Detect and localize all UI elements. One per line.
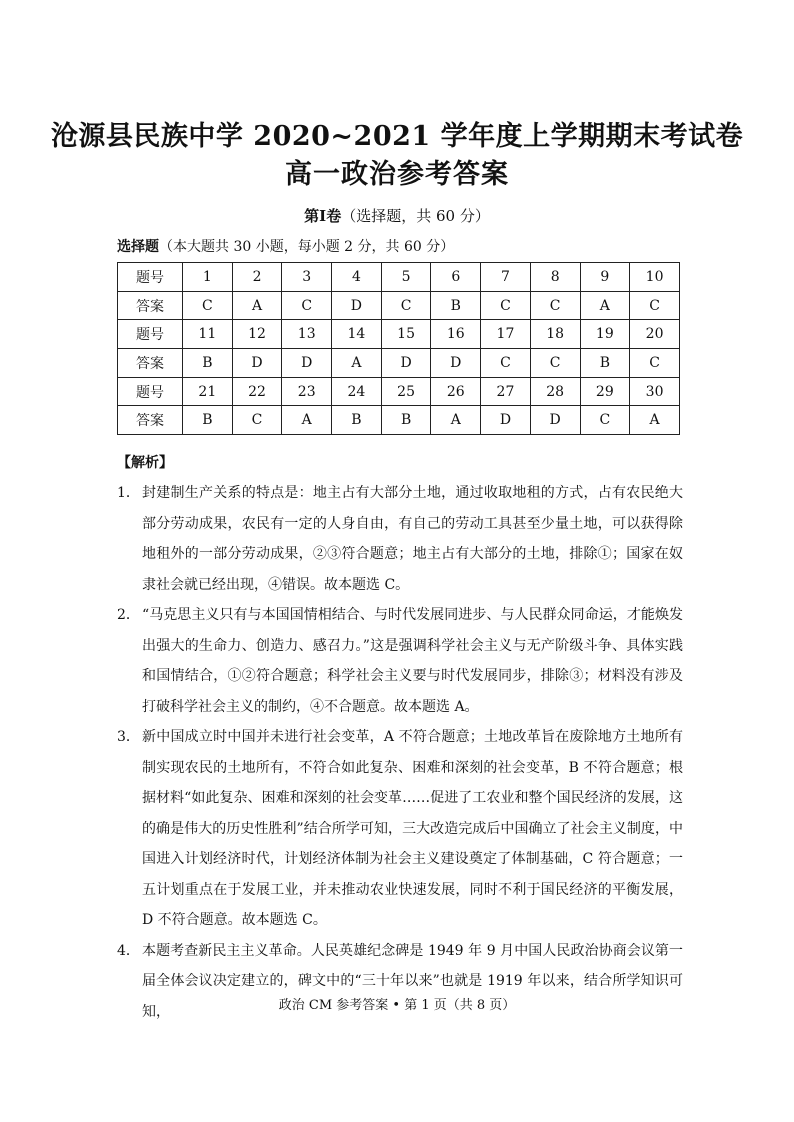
table-cell: B [183, 406, 233, 435]
table-cell: C [481, 291, 531, 320]
table-cell: C [580, 406, 630, 435]
section-detail: （选择题，共 60 分） [341, 207, 490, 225]
row-header-cell: 题号 [118, 320, 183, 349]
table-cell: B [431, 291, 481, 320]
row-header-cell: 答案 [118, 406, 183, 435]
table-cell: C [282, 291, 332, 320]
table-cell: D [232, 349, 282, 378]
table-cell: 19 [580, 320, 630, 349]
table-row [118, 349, 680, 378]
table-cell: 29 [580, 377, 630, 406]
table-cell: C [630, 291, 680, 320]
table-cell: D [431, 349, 481, 378]
row-header-cell: 题号 [118, 263, 183, 292]
analysis-heading: 【解析】 [117, 455, 173, 471]
item-number: 2． [117, 607, 140, 623]
document-title: 沧源县民族中学 2020~2021 学年度上学期期末考试卷 [50, 121, 744, 152]
table-cell: 13 [282, 320, 332, 349]
table-cell: 15 [381, 320, 431, 349]
analysis-item-1 [117, 478, 683, 600]
row-header-cell: 答案 [118, 291, 183, 320]
table-cell: 21 [183, 377, 233, 406]
table-cell: C [481, 349, 531, 378]
table-cell: 2 [232, 263, 282, 292]
table-cell: B [580, 349, 630, 378]
table-cell: 18 [530, 320, 580, 349]
table-cell: 8 [530, 263, 580, 292]
item-number: 3． [117, 729, 140, 745]
table-cell: C [232, 406, 282, 435]
table-cell: 6 [431, 263, 481, 292]
table-cell: D [282, 349, 332, 378]
table-cell: 4 [332, 263, 382, 292]
table-cell: 7 [481, 263, 531, 292]
analysis-list [117, 478, 683, 1027]
table-cell: C [381, 291, 431, 320]
table-cell: D [481, 406, 531, 435]
item-number: 1． [117, 485, 140, 501]
table-cell: 28 [530, 377, 580, 406]
page-footer: 政治 CM 参考答案 • 第 1 页（共 8 页） [278, 998, 516, 1013]
table-cell: C [183, 291, 233, 320]
table-cell: 5 [381, 263, 431, 292]
table-cell: A [332, 349, 382, 378]
table-cell: B [183, 349, 233, 378]
table-cell: A [630, 406, 680, 435]
table-cell: 16 [431, 320, 481, 349]
question-note [117, 236, 454, 256]
table-cell: A [431, 406, 481, 435]
table-cell: 12 [232, 320, 282, 349]
table-cell: 22 [232, 377, 282, 406]
table-cell: 23 [282, 377, 332, 406]
table-cell: 9 [580, 263, 630, 292]
table-cell: B [332, 406, 382, 435]
table-cell: A [232, 291, 282, 320]
table-row [118, 291, 680, 320]
analysis-item-2 [117, 600, 683, 722]
table-cell: A [580, 291, 630, 320]
table-cell: 30 [630, 377, 680, 406]
table-cell: D [530, 406, 580, 435]
item-text: 封建制生产关系的特点是：地主占有大部分土地，通过收取地租的方式，占有农民绝大部分劳动成果，农民有一定的人身自由，有自己的劳动工具甚至少量土地，可以获得除地租外的一部分劳动成果，②③符合题意；地主占有大部分的土地，排除①；国家在奴隶社会就已经出现，④错误。故本题选 C。 [142, 485, 683, 593]
table-cell: C [530, 349, 580, 378]
table-row [118, 263, 680, 292]
table-cell: 11 [183, 320, 233, 349]
analysis-item-4 [117, 936, 683, 1028]
table-cell: D [332, 291, 382, 320]
item-number: 4． [117, 942, 140, 959]
row-header-cell: 答案 [118, 349, 183, 378]
question-note-detail: （本大题共 30 小题，每小题 2 分，共 60 分） [159, 239, 455, 255]
document-subtitle: 高一政治参考答案 [285, 159, 509, 190]
table-cell: D [381, 349, 431, 378]
section-label: 第Ⅰ卷 [304, 207, 342, 225]
table-cell: 17 [481, 320, 531, 349]
table-cell: 3 [282, 263, 332, 292]
table-cell: 25 [381, 377, 431, 406]
item-text: 新中国成立时中国并未进行社会变革，A 不符合题意；土地改革旨在废除地方土地所有制实现农民的土地所有，不符合如此复杂、困难和深刻的社会变革，B 不符合题意；根据材料“如此复杂、困难和深刻的社会变革……促进了工农业和整个国民经济的发展，这的确是伟大的历史性胜利”结合所学可知，三大改造完成后中国确立了社会主义制度，中国进入计划经济时代，计划经济体制为社会主义建设奠定了体制基础，C 符合题意；一五计划重点在于发展工业，并未推动农业快速发展，同时不利于国民经济的平衡发展，D 不符合题意。故本题选 C。 [142, 729, 683, 928]
analysis-item-3 [117, 722, 683, 936]
table-cell: 14 [332, 320, 382, 349]
item-text: “马克思主义只有与本国国情相结合、与时代发展同进步、与人民群众同命运，才能焕发出强大的生命力、创造力、感召力。”这是强调科学社会主义与无产阶级斗争、具体实践和国情结合，①②符合题意；科学社会主义要与时代发展同步，排除③；材料没有涉及打破科学社会主义的制约，④不合题意。故本题选 A。 [142, 607, 683, 715]
table-row [118, 406, 680, 435]
table-row [118, 320, 680, 349]
table-cell: 27 [481, 377, 531, 406]
row-header-cell: 题号 [118, 377, 183, 406]
table-row [118, 377, 680, 406]
table-cell: C [530, 291, 580, 320]
answer-table [117, 262, 680, 435]
table-cell: B [381, 406, 431, 435]
table-cell: 10 [630, 263, 680, 292]
item-text: 本题考查新民主主义革命。人民英雄纪念碑是 1949 年 9 月中国人民政治协商会议第一届全体会议决定建立的，碑文中的“三十年以来”也就是 1919 年以来，结合所学知识可知， [142, 942, 683, 1020]
table-cell: A [282, 406, 332, 435]
table-cell: 24 [332, 377, 382, 406]
table-cell: 26 [431, 377, 481, 406]
question-note-label: 选择题 [117, 239, 159, 255]
table-cell: 1 [183, 263, 233, 292]
table-cell: C [630, 349, 680, 378]
table-cell: 20 [630, 320, 680, 349]
section-heading [0, 205, 794, 226]
